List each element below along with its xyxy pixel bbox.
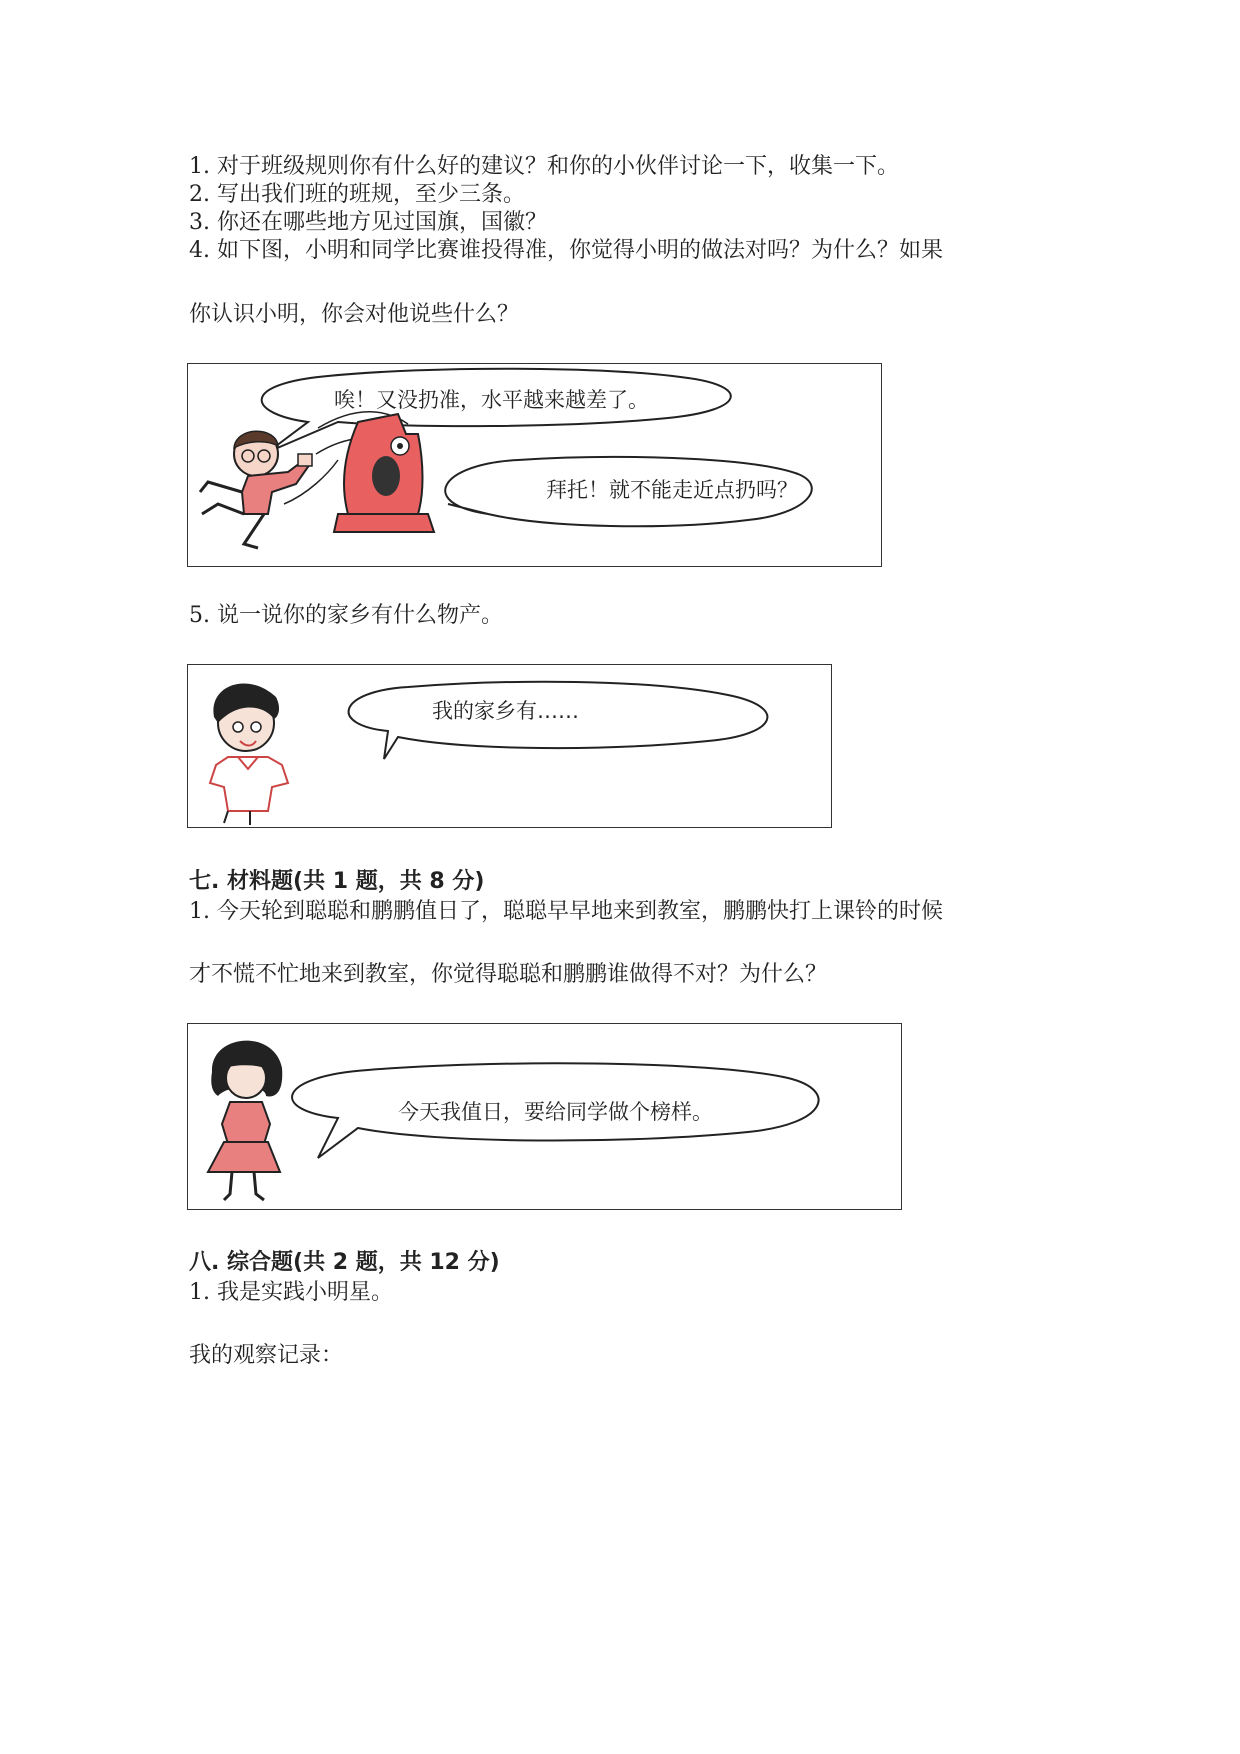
comic-duty-bubble-text: 今天我值日，要给同学做个榜样。: [398, 1100, 713, 1124]
comic-hometown-bubble-text: 我的家乡有……: [432, 699, 579, 723]
observation-record-label: 我的观察记录：: [189, 1343, 344, 1368]
trash-bin-figure: [334, 414, 434, 532]
comic-hometown-illustration: [188, 665, 833, 829]
question-3: 3. 你还在哪些地方见过国旗，国徽？: [189, 210, 547, 235]
question-5: 5. 说一说你的家乡有什么物产。: [189, 603, 503, 628]
section-8-question-1: 1. 我是实践小明星。: [189, 1280, 393, 1305]
question-2: 2. 写出我们班的班规，至少三条。: [189, 182, 525, 207]
section-7-heading: 七. 材料题(共 1 题，共 8 分): [189, 869, 485, 894]
section-7-question-1-line-1: 1. 今天轮到聪聪和鹏鹏值日了，聪聪早早地来到教室，鹏鹏快打上课铃的时候: [189, 899, 943, 924]
section-8-heading: 八. 综合题(共 2 题，共 12 分): [189, 1250, 500, 1275]
comic-hometown-picture: [187, 664, 832, 828]
child-figure: [210, 683, 288, 825]
comic-bubble-top-text: 唉！又没扔准，水平越来越差了。: [334, 388, 649, 412]
question-4-line-2: 你认识小明，你会对他说些什么？: [189, 302, 520, 327]
section-7-question-1-line-2: 才不慌不忙地来到教室，你觉得聪聪和鹏鹏谁做得不对？为什么？: [189, 962, 828, 987]
question-4-line-1: 4. 如下图，小明和同学比赛谁投得准，你觉得小明的做法对吗？为什么？如果: [189, 238, 943, 263]
comic-bubble-bottom-text: 拜托！就不能走近点扔吗？: [546, 478, 798, 502]
comic-duty-picture: [187, 1023, 902, 1210]
comic-throwing-picture: [187, 363, 882, 567]
question-1: 1. 对于班级规则你有什么好的建议？和你的小伙伴讨论一下，收集一下。: [189, 154, 899, 179]
girl-figure: [208, 1041, 282, 1200]
